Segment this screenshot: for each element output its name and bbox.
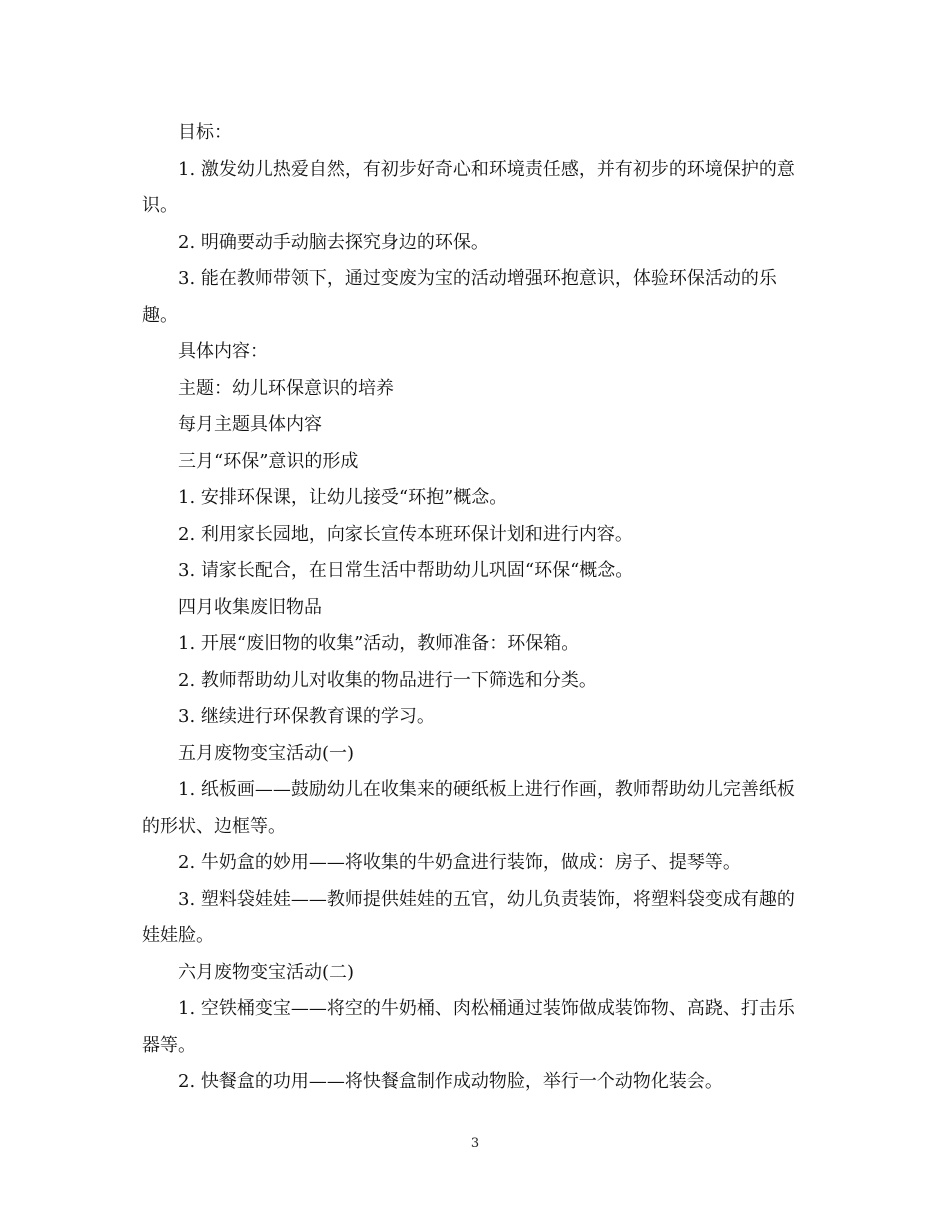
- paragraph-june-item-2: 2. 快餐盒的功用——将快餐盒制作成动物脸，举行一个动物化装会。: [178, 1071, 723, 1092]
- paragraph-may-heading: 五月废物变宝活动(一): [178, 742, 355, 764]
- paragraph-april-item-2: 2. 教师帮助幼儿对收集的物品进行一下筛选和分类。: [178, 669, 597, 691]
- paragraph-june-heading: 六月废物变宝活动(二): [178, 961, 355, 983]
- paragraph-april-item-3: 3. 继续进行环保教育课的学习。: [178, 706, 435, 727]
- paragraph-monthly-heading: 每月主题具体内容: [178, 414, 322, 435]
- paragraph-june-item-1: 1. 空铁桶变宝——将空的牛奶桶、肉松桶通过装饰做成装饰物、高跷、打击乐器等。: [142, 998, 795, 1056]
- paragraph-april-heading: 四月收集废旧物品: [178, 596, 322, 618]
- paragraph-may-item-2: 2. 牛奶盒的妙用——将收集的牛奶盒进行装饰，做成：房子、提琴等。: [178, 852, 741, 873]
- paragraph-goal-2: 2. 明确要动手动脑去探究身边的环保。: [178, 231, 489, 253]
- document-body: [142, 115, 810, 1101]
- paragraph-goal-1: 1. 激发幼儿热爱自然，有初步好奇心和环境责任感，并有初步的环境保护的意识。: [142, 158, 795, 216]
- paragraph-theme: 主题：幼儿环保意识的培养: [178, 377, 394, 399]
- paragraph-content-heading: 具体内容：: [178, 341, 268, 362]
- paragraph-march-item-2: 2. 利用家长园地，向家长宣传本班环保计划和进行内容。: [178, 523, 633, 545]
- paragraph-may-item-3: 3. 塑料袋娃娃——教师提供娃娃的五官，幼儿负责装饰，将塑料袋变成有趣的娃娃脸。: [142, 888, 795, 946]
- paragraph-goal-3: 3. 能在教师带领下，通过变废为宝的活动增强环抱意识，体验环保活动的乐趣。: [142, 268, 777, 326]
- paragraph-march-item-3: 3. 请家长配合，在日常生活中帮助幼儿巩固“环保“概念。: [178, 560, 634, 581]
- paragraph-march-item-1: 1. 安排环保课，让幼儿接受“环抱”概念。: [178, 487, 508, 508]
- paragraph-may-item-1: 1. 纸板画——鼓励幼儿在收集来的硬纸板上进行作画，教师帮助幼儿完善纸板的形状、边框等。: [142, 779, 795, 837]
- paragraph-goals-heading: 目标：: [178, 122, 232, 143]
- paragraph-march-heading: 三月“环保”意识的形成: [178, 450, 359, 472]
- paragraph-april-item-1: 1. 开展“废旧物的收集”活动，教师准备：环保箱。: [178, 633, 580, 654]
- page-number: 3: [470, 1136, 480, 1151]
